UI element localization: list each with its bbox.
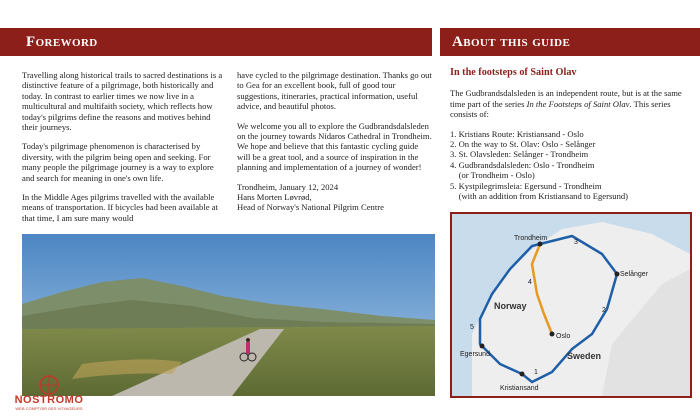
about-intro <box>450 88 690 119</box>
route-number: 4 <box>528 279 532 286</box>
route-item: (or Trondheim - Oslo) <box>450 170 535 181</box>
map-label-oslo: Oslo <box>556 333 571 340</box>
route-item: 3. St. Olavsleden: Selånger - Trondheim <box>450 149 589 160</box>
foreword-paragraph: In the Middle Ages pilgrims travelled with the available means of transportation. If bicycles had been available at that time, I am sure many would <box>22 192 218 223</box>
map-label-egersund: Egersund <box>460 351 490 358</box>
route-number: 2 <box>602 307 606 314</box>
nostromo-logo <box>4 374 94 414</box>
route-item: 1. Kristians Route: Kristiansand - Oslo <box>450 128 584 139</box>
route-item: 2. On the way to St. Olav: Oslo - Selånger <box>450 139 596 150</box>
intro-series-title: In the Footsteps <box>526 98 582 109</box>
signature <box>237 182 433 213</box>
map-label-selanger: Selånger <box>620 271 649 278</box>
foreword-column-1 <box>22 70 227 232</box>
about-column <box>450 68 690 201</box>
foreword-header: Foreword <box>0 28 432 56</box>
compass-icon <box>4 374 94 396</box>
foreword-paragraph: Travelling along historical trails to sacred destinations is a distinctive feature of a pilgrimage, both historically and today. In contrast to earlier times we now live in a multicultural and multifaith society, which reflects how today's pilgrims define the reasons and motives behind their journeys. <box>22 70 223 133</box>
route-item: 5. Kystpilegrimsleia: Egersund - Trondheim <box>450 180 602 191</box>
landscape-photo <box>22 234 435 396</box>
intro-text: The Gudbrandsdalsleden is an independent route, but is at the same time part of the series <box>450 88 682 109</box>
map-label-norway: Norway <box>494 301 527 311</box>
foreword-paragraph: Today's pilgrimage phenomenon is characterised by diversity, with the pilgrim being open and seeking. For many people the pilgrimage journey is a way to explore and search for meaning in one's own life. <box>22 141 214 183</box>
route-number: 5 <box>470 324 474 331</box>
route-map <box>450 212 692 398</box>
map-label-kristiansand: Kristiansand <box>500 385 539 392</box>
about-guide-header: About this guide <box>440 28 700 56</box>
signature-title: Head of Norway's National Pilgrim Centre <box>237 202 384 213</box>
intro-text-end: . This series consists of: <box>450 98 671 120</box>
route-number: 3 <box>574 239 578 246</box>
signature-date: Trondheim, January 12, 2024 <box>237 181 339 192</box>
foreword-paragraph: We welcome you all to explore the Gudbrandsdalsleden on the journey towards Nidaros Cathedral in Trondheim. We hope and believe that this fantastic cycling guide will be a great tool, and a source of inspiration in the planning and implementation of a journey of wonder! <box>237 120 432 173</box>
route-item: 4. Gudbrandsdalsleden: Oslo - Trondheim <box>450 159 595 170</box>
map-label-sweden: Sweden <box>567 351 602 361</box>
about-subheading: In the footsteps of Saint Olav <box>450 67 577 78</box>
foreword-paragraph: have cycled to the pilgrimage destination. Thanks go out to Gea for an excellent book, full of good tour suggestions, itineraries, practical information, useful advice, and beautiful photos. <box>237 70 432 112</box>
logo-name: NOSTROMO <box>14 394 84 406</box>
route-number: 1 <box>534 369 538 376</box>
intro-series-title-end: of Saint Olav <box>581 98 630 109</box>
map-label-trondheim: Trondheim <box>514 235 548 242</box>
route-item: (with an addition from Kristiansand to Egersund) <box>450 191 629 202</box>
route-list <box>450 129 690 202</box>
logo-tagline: WEB COMPTOIR DES VOYAGEURS <box>15 406 83 411</box>
signature-name: Hans Morten Løvrød, <box>237 192 312 203</box>
foreword-column-2 <box>237 70 433 213</box>
